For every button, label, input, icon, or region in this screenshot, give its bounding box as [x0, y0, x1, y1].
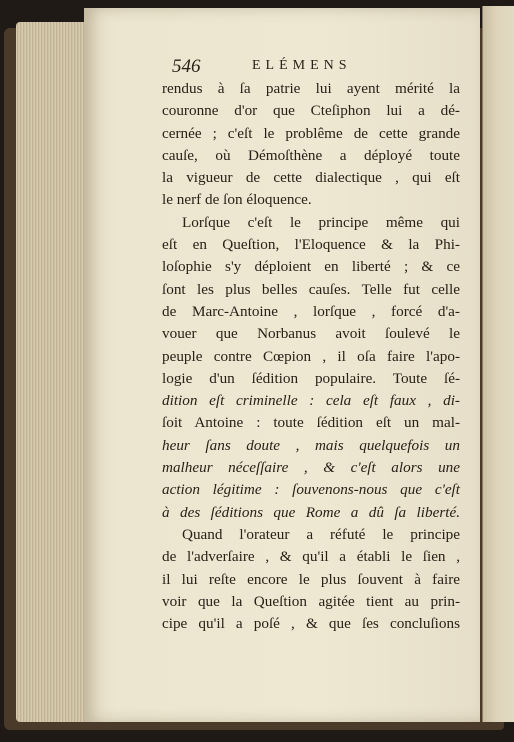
text-line: vouer que Norbanus avoit ſoulevé le — [162, 325, 460, 343]
text-line: cipe qu'il a poſé , & que ſes concluſions — [162, 615, 460, 633]
text-line: eſt en Queſtion, l'Eloquence & la Phi- — [162, 236, 460, 254]
page-edges — [16, 22, 86, 722]
body-text — [162, 78, 460, 635]
text-line: Lorſque c'eſt le principe même qui — [182, 213, 460, 231]
text-line: couronne d'or que Cteſiphon lui a dé- — [162, 102, 460, 120]
text-line: dition eſt criminelle : cela eſt faux , di- — [162, 392, 460, 410]
facing-page-edge — [482, 6, 514, 722]
text-line: peuple contre Cœpion , il oſa faire l'apo- — [162, 347, 460, 365]
text-line: loſophie s'y déploient en liberté ; & ce — [162, 258, 460, 276]
text-line: action légitime : ſouvenons-nous que c'eſt — [162, 481, 460, 499]
text-line: de l'adverſaire , & qu'il a établi le ſien , — [162, 548, 460, 566]
text-line: Quand l'orateur a réfuté le principe — [182, 525, 460, 543]
text-line: cauſe, où Démoſthène a déployé toute — [162, 146, 460, 164]
page-number: 546 — [172, 56, 201, 77]
running-title: ELÉMENS — [252, 58, 352, 73]
text-line: de Marc-Antoine , lorſque , forcé d'a- — [162, 302, 460, 320]
text-line: ſoit Antoine : toute ſédition eſt un mal- — [162, 414, 460, 432]
text-line: heur ſans doute , mais quelquefois un — [162, 436, 460, 454]
text-line: le nerf de ſon éloquence. — [162, 191, 312, 209]
text-line: à des ſéditions que Rome a dû ſa liberté. — [162, 503, 460, 521]
text-line: malheur néceſſaire , & c'eſt alors une — [162, 459, 460, 477]
text-line: cernée ; c'eſt le problême de cette grande — [162, 124, 460, 142]
text-line: logie d'un ſédition populaire. Toute ſé- — [162, 369, 460, 387]
text-line: rendus à ſa patrie lui ayent mérité la — [162, 80, 460, 97]
text-line: la vigueur de cette dialectique , qui eſt — [162, 169, 460, 187]
page-header — [172, 56, 452, 80]
text-line: il lui reſte encore le plus ſouvent à faire — [162, 570, 460, 588]
text-line: ſont les plus belles cauſes. Telle fut celle — [162, 280, 460, 298]
text-line: voir que la Queſtion agitée tient au prin- — [162, 592, 460, 610]
